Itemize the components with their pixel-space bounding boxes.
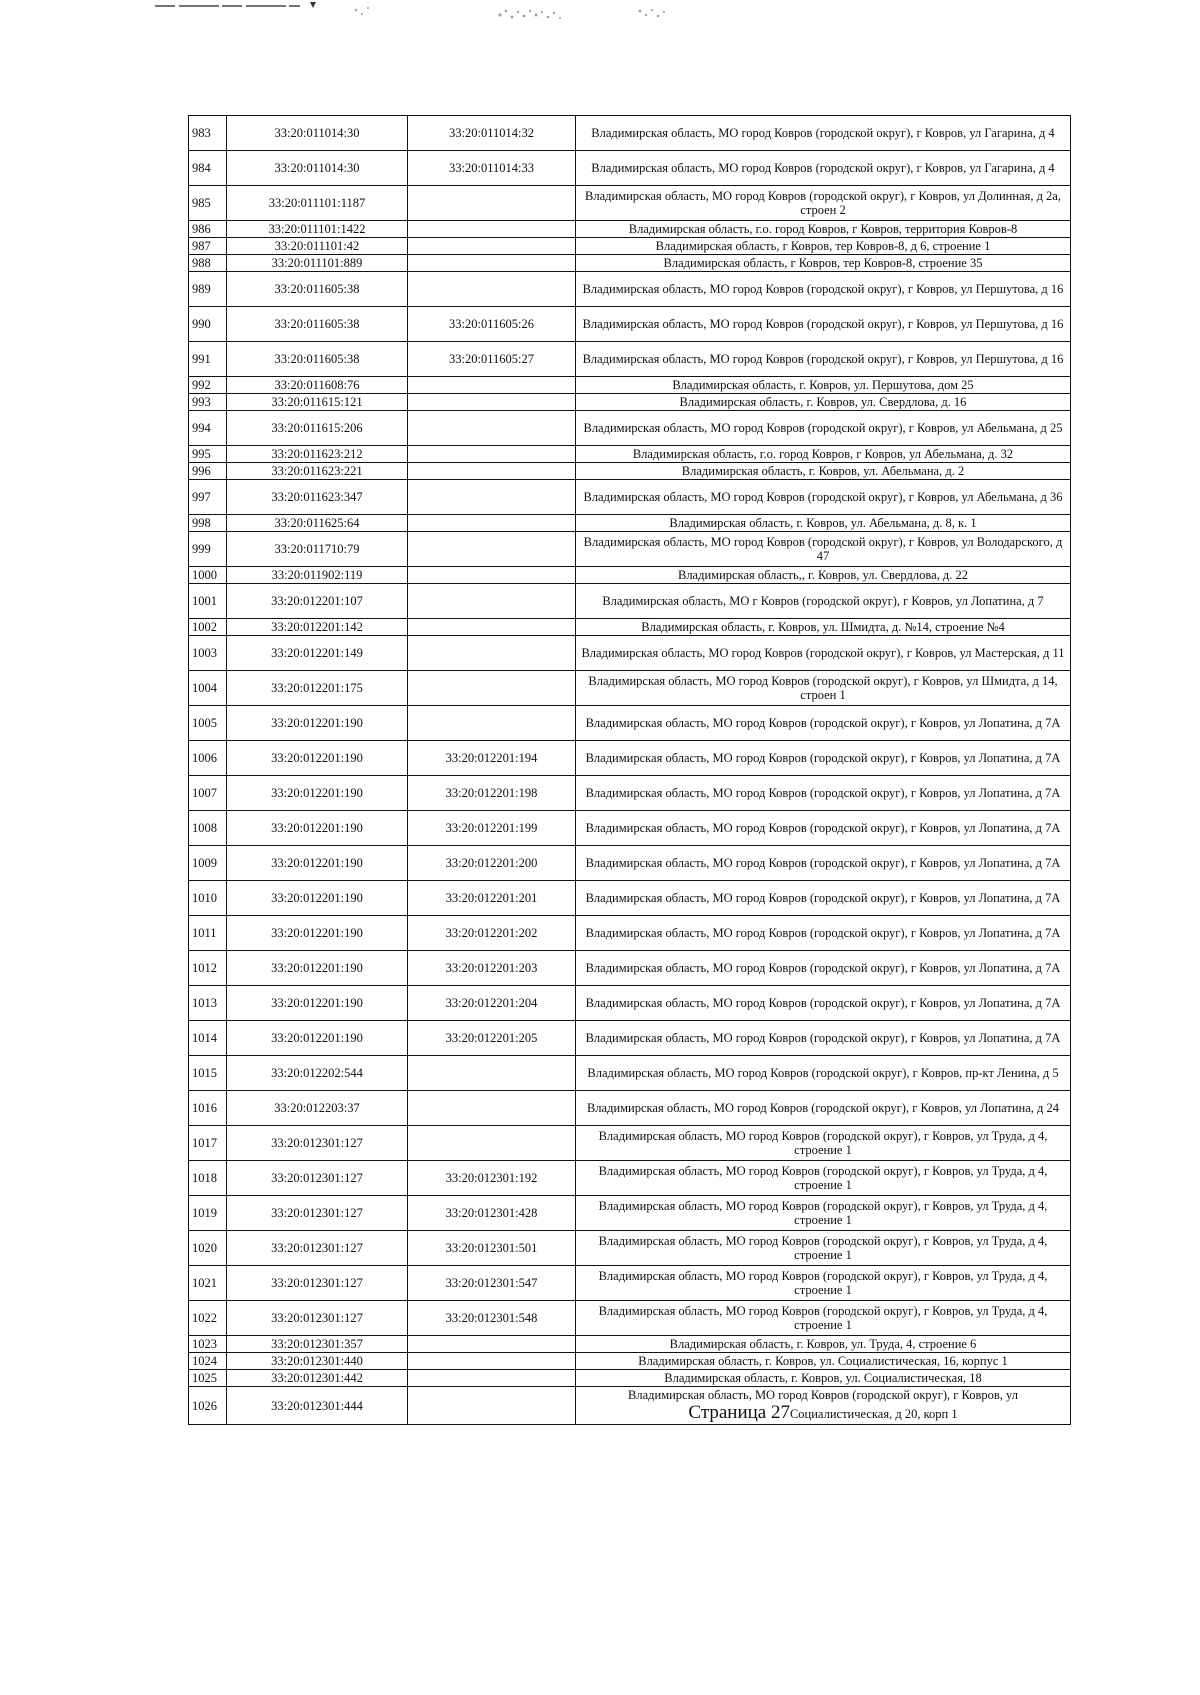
row-number: 1005 bbox=[189, 706, 227, 741]
related-cadastral-number: 33:20:012201:199 bbox=[408, 811, 576, 846]
related-cadastral-number bbox=[408, 636, 576, 671]
table-row bbox=[189, 811, 1071, 846]
row-number: 995 bbox=[189, 446, 227, 463]
row-number: 993 bbox=[189, 394, 227, 411]
related-cadastral-number: 33:20:011014:32 bbox=[408, 116, 576, 151]
address-cell: Владимирская область, МО город Ковров (городской округ), г Ковров, ул Першутова, д 16 bbox=[576, 307, 1071, 342]
row-number: 1013 bbox=[189, 986, 227, 1021]
related-cadastral-number bbox=[408, 567, 576, 584]
cadastral-number: 33:20:011101:1422 bbox=[227, 221, 408, 238]
address-line: Владимирская область, МО город Ковров (городской округ), г Ковров, ул bbox=[628, 1388, 1018, 1402]
row-number: 996 bbox=[189, 463, 227, 480]
cadastral-number: 33:20:012203:37 bbox=[227, 1091, 408, 1126]
cadastral-number: 33:20:012201:190 bbox=[227, 951, 408, 986]
cadastral-number: 33:20:012201:190 bbox=[227, 986, 408, 1021]
cadastral-number: 33:20:012202:544 bbox=[227, 1056, 408, 1091]
cadastral-number: 33:20:012301:127 bbox=[227, 1126, 408, 1161]
related-cadastral-number: 33:20:012301:192 bbox=[408, 1161, 576, 1196]
row-number: 1021 bbox=[189, 1266, 227, 1301]
table-row bbox=[189, 463, 1071, 480]
related-cadastral-number bbox=[408, 463, 576, 480]
cadastral-number: 33:20:012201:107 bbox=[227, 584, 408, 619]
table-row bbox=[189, 916, 1071, 951]
address-cell: Владимирская область, МО город Ковров (городской округ), г Ковров, ул Труда, д 4, строение 1 bbox=[576, 1161, 1071, 1196]
row-number: 989 bbox=[189, 272, 227, 307]
registry-table-container bbox=[188, 115, 1070, 1425]
address-cell: Владимирская область, МО город Ковров (городской округ), г Ковров, ул Першутова, д 16 bbox=[576, 272, 1071, 307]
table-row bbox=[189, 671, 1071, 706]
row-number: 991 bbox=[189, 342, 227, 377]
row-number: 1016 bbox=[189, 1091, 227, 1126]
row-number: 1020 bbox=[189, 1231, 227, 1266]
table-row bbox=[189, 515, 1071, 532]
row-number: 1010 bbox=[189, 881, 227, 916]
table-row bbox=[189, 1231, 1071, 1266]
related-cadastral-number bbox=[408, 1387, 576, 1425]
cadastral-number: 33:20:012301:127 bbox=[227, 1231, 408, 1266]
related-cadastral-number: 33:20:012301:547 bbox=[408, 1266, 576, 1301]
related-cadastral-number bbox=[408, 619, 576, 636]
table-row bbox=[189, 776, 1071, 811]
row-number: 1023 bbox=[189, 1336, 227, 1353]
related-cadastral-number bbox=[408, 238, 576, 255]
address-cell: Владимирская область, г.о. город Ковров, г Ковров, территория Ковров-8 bbox=[576, 221, 1071, 238]
address-cell: Владимирская область, г. Ковров, ул. Социалистическая, 16, корпус 1 bbox=[576, 1353, 1071, 1370]
related-cadastral-number: 33:20:012201:198 bbox=[408, 776, 576, 811]
table-row bbox=[189, 1336, 1071, 1353]
table-row bbox=[189, 1161, 1071, 1196]
related-cadastral-number bbox=[408, 255, 576, 272]
row-number: 1025 bbox=[189, 1370, 227, 1387]
table-row bbox=[189, 567, 1071, 584]
related-cadastral-number bbox=[408, 272, 576, 307]
cadastral-number: 33:20:012301:442 bbox=[227, 1370, 408, 1387]
address-cell: Владимирская область, МО город Ковров (городской округ), г Ковров, ул Абельмана, д 25 bbox=[576, 411, 1071, 446]
table-row bbox=[189, 619, 1071, 636]
row-number: 1024 bbox=[189, 1353, 227, 1370]
row-number: 1014 bbox=[189, 1021, 227, 1056]
related-cadastral-number: 33:20:011014:33 bbox=[408, 151, 576, 186]
address-cell: Владимирская область, г Ковров, тер Ковров-8, д 6, строение 1 bbox=[576, 238, 1071, 255]
related-cadastral-number bbox=[408, 1056, 576, 1091]
cadastral-number: 33:20:011615:121 bbox=[227, 394, 408, 411]
related-cadastral-number bbox=[408, 1370, 576, 1387]
related-cadastral-number bbox=[408, 1126, 576, 1161]
address-cell: Владимирская область, МО город Ковров (городской округ), г Ковров, ул Лопатина, д 7А bbox=[576, 706, 1071, 741]
row-number: 1011 bbox=[189, 916, 227, 951]
address-cell: Владимирская область, МО город Ковров (городской округ), г Ковров, ул Лопатина, д 7А bbox=[576, 916, 1071, 951]
address-cell: Владимирская область, МО город Ковров (городской округ), г Ковров, ул Лопатина, д 7А bbox=[576, 1021, 1071, 1056]
cadastral-registry-table bbox=[188, 115, 1071, 1425]
page-number-label: Страница 27 bbox=[688, 1402, 790, 1423]
table-row bbox=[189, 1091, 1071, 1126]
address-cell: Владимирская область, г. Ковров, ул. Шмидта, д. №14, строение №4 bbox=[576, 619, 1071, 636]
table-row bbox=[189, 1370, 1071, 1387]
table-row bbox=[189, 636, 1071, 671]
row-number: 984 bbox=[189, 151, 227, 186]
address-cell: Владимирская область, МО город Ковров (городской округ), г Ковров, ул Лопатина, д 7А bbox=[576, 951, 1071, 986]
table-row bbox=[189, 480, 1071, 515]
table-row bbox=[189, 1056, 1071, 1091]
address-cell: Владимирская область, МО город Ковров (городской округ), г Ковров, ул Лопатина, д 7А bbox=[576, 881, 1071, 916]
cadastral-number: 33:20:012201:190 bbox=[227, 706, 408, 741]
address-cell: Владимирская область, МО г Ковров (городской округ), г Ковров, ул Лопатина, д 7 bbox=[576, 584, 1071, 619]
related-cadastral-number: 33:20:012301:501 bbox=[408, 1231, 576, 1266]
table-row bbox=[189, 272, 1071, 307]
related-cadastral-number bbox=[408, 1353, 576, 1370]
address-cell: Владимирская область,, г. Ковров, ул. Свердлова, д. 22 bbox=[576, 567, 1071, 584]
related-cadastral-number: 33:20:012201:201 bbox=[408, 881, 576, 916]
related-cadastral-number: 33:20:012201:200 bbox=[408, 846, 576, 881]
table-row bbox=[189, 394, 1071, 411]
row-number: 1022 bbox=[189, 1301, 227, 1336]
address-cell: Владимирская область, г.о. город Ковров, г Ковров, ул Абельмана, д. 32 bbox=[576, 446, 1071, 463]
address-cell: Владимирская область, г. Ковров, ул. Социалистическая, 18 bbox=[576, 1370, 1071, 1387]
address-cell: Владимирская область, МО город Ковров (городской округ), г Ковров, ул Абельмана, д 36 bbox=[576, 480, 1071, 515]
table-row bbox=[189, 255, 1071, 272]
row-number: 999 bbox=[189, 532, 227, 567]
cadastral-number: 33:20:011605:38 bbox=[227, 342, 408, 377]
address-line-with-page-label bbox=[579, 1402, 1067, 1423]
row-number: 1009 bbox=[189, 846, 227, 881]
address-cell: Владимирская область, МО город Ковров (городской округ), г Ковров, ул Лопатина, д 7А bbox=[576, 986, 1071, 1021]
related-cadastral-number bbox=[408, 411, 576, 446]
address-cell: Владимирская область, МО город Ковров (городской округ), г Ковров, ул Труда, д 4, строение 1 bbox=[576, 1231, 1071, 1266]
table-row bbox=[189, 342, 1071, 377]
address-cell: Владимирская область, МО город Ковров (городской округ), г Ковров, ул Першутова, д 16 bbox=[576, 342, 1071, 377]
related-cadastral-number bbox=[408, 706, 576, 741]
cadastral-number: 33:20:011902:119 bbox=[227, 567, 408, 584]
cadastral-number: 33:20:011623:347 bbox=[227, 480, 408, 515]
cadastral-number: 33:20:012301:127 bbox=[227, 1161, 408, 1196]
row-number: 987 bbox=[189, 238, 227, 255]
cadastral-number: 33:20:012201:142 bbox=[227, 619, 408, 636]
address-cell: Владимирская область, г. Ковров, ул. Свердлова, д. 16 bbox=[576, 394, 1071, 411]
cadastral-number: 33:20:012201:190 bbox=[227, 776, 408, 811]
row-number: 1012 bbox=[189, 951, 227, 986]
row-number: 1019 bbox=[189, 1196, 227, 1231]
cadastral-number: 33:20:011623:212 bbox=[227, 446, 408, 463]
cadastral-number: 33:20:011014:30 bbox=[227, 151, 408, 186]
address-cell: Владимирская область, МО город Ковров (городской округ), г Ковров, пр-кт Ленина, д 5 bbox=[576, 1056, 1071, 1091]
table-row bbox=[189, 1126, 1071, 1161]
row-number: 1026 bbox=[189, 1387, 227, 1425]
table-row bbox=[189, 151, 1071, 186]
address-cell: Владимирская область, г. Ковров, ул. Труда, 4, строение 6 bbox=[576, 1336, 1071, 1353]
address-cell bbox=[576, 1387, 1071, 1425]
address-cell: Владимирская область, МО город Ковров (городской округ), г Ковров, ул Лопатина, д 7А bbox=[576, 846, 1071, 881]
cadastral-number: 33:20:012301:444 bbox=[227, 1387, 408, 1425]
row-number: 1018 bbox=[189, 1161, 227, 1196]
cadastral-number: 33:20:011101:1187 bbox=[227, 186, 408, 221]
table-row bbox=[189, 741, 1071, 776]
table-row bbox=[189, 584, 1071, 619]
cadastral-number: 33:20:011605:38 bbox=[227, 272, 408, 307]
cadastral-number: 33:20:012301:440 bbox=[227, 1353, 408, 1370]
row-number: 998 bbox=[189, 515, 227, 532]
address-cell: Владимирская область, МО город Ковров (городской округ), г Ковров, ул Лопатина, д 7А bbox=[576, 741, 1071, 776]
cadastral-number: 33:20:011615:206 bbox=[227, 411, 408, 446]
related-cadastral-number: 33:20:012301:548 bbox=[408, 1301, 576, 1336]
cadastral-number: 33:20:012201:190 bbox=[227, 1021, 408, 1056]
table-row bbox=[189, 116, 1071, 151]
cadastral-number: 33:20:012201:190 bbox=[227, 846, 408, 881]
cadastral-number: 33:20:012301:127 bbox=[227, 1196, 408, 1231]
address-cell: Владимирская область, МО город Ковров (городской округ), г Ковров, ул Лопатина, д 24 bbox=[576, 1091, 1071, 1126]
address-cell: Владимирская область, МО город Ковров (городской округ), г Ковров, ул Долинная, д 2а, строен 2 bbox=[576, 186, 1071, 221]
related-cadastral-number: 33:20:011605:26 bbox=[408, 307, 576, 342]
cadastral-number: 33:20:012201:149 bbox=[227, 636, 408, 671]
scan-header-artifacts bbox=[0, 0, 1200, 40]
cadastral-number: 33:20:011623:221 bbox=[227, 463, 408, 480]
row-number: 1008 bbox=[189, 811, 227, 846]
related-cadastral-number: 33:20:012201:204 bbox=[408, 986, 576, 1021]
row-number: 1015 bbox=[189, 1056, 227, 1091]
related-cadastral-number: 33:20:012201:205 bbox=[408, 1021, 576, 1056]
related-cadastral-number bbox=[408, 480, 576, 515]
cadastral-number: 33:20:012301:357 bbox=[227, 1336, 408, 1353]
address-cell: Владимирская область, МО город Ковров (городской округ), г Ковров, ул Труда, д 4, строение 1 bbox=[576, 1266, 1071, 1301]
address-cell: Владимирская область, МО город Ковров (городской округ), г Ковров, ул Лопатина, д 7А bbox=[576, 776, 1071, 811]
row-number: 1000 bbox=[189, 567, 227, 584]
row-number: 985 bbox=[189, 186, 227, 221]
cadastral-number: 33:20:012301:127 bbox=[227, 1301, 408, 1336]
row-number: 1004 bbox=[189, 671, 227, 706]
table-row bbox=[189, 1196, 1071, 1231]
cadastral-number: 33:20:011710:79 bbox=[227, 532, 408, 567]
row-number: 986 bbox=[189, 221, 227, 238]
related-cadastral-number: 33:20:012201:202 bbox=[408, 916, 576, 951]
table-row bbox=[189, 307, 1071, 342]
related-cadastral-number: 33:20:012201:203 bbox=[408, 951, 576, 986]
address-cell: Владимирская область, МО город Ковров (городской округ), г Ковров, ул Труда, д 4, строение 1 bbox=[576, 1301, 1071, 1336]
address-cell: Владимирская область, МО город Ковров (городской округ), г Ковров, ул Гагарина, д 4 bbox=[576, 116, 1071, 151]
table-row bbox=[189, 951, 1071, 986]
related-cadastral-number: 33:20:011605:27 bbox=[408, 342, 576, 377]
table-row bbox=[189, 881, 1071, 916]
table-row bbox=[189, 1387, 1071, 1425]
address-cell: Владимирская область, МО город Ковров (городской округ), г Ковров, ул Лопатина, д 7А bbox=[576, 811, 1071, 846]
cadastral-number: 33:20:012201:190 bbox=[227, 881, 408, 916]
row-number: 1007 bbox=[189, 776, 227, 811]
row-number: 990 bbox=[189, 307, 227, 342]
row-number: 997 bbox=[189, 480, 227, 515]
row-number: 1017 bbox=[189, 1126, 227, 1161]
table-row bbox=[189, 238, 1071, 255]
row-number: 1001 bbox=[189, 584, 227, 619]
row-number: 994 bbox=[189, 411, 227, 446]
table-row bbox=[189, 377, 1071, 394]
table-row bbox=[189, 1266, 1071, 1301]
registry-table-body bbox=[189, 116, 1071, 1387]
cadastral-number: 33:20:011605:38 bbox=[227, 307, 408, 342]
table-row bbox=[189, 532, 1071, 567]
related-cadastral-number bbox=[408, 671, 576, 706]
address-cell: Владимирская область, г Ковров, тер Ковров-8, строение 35 bbox=[576, 255, 1071, 272]
cadastral-number: 33:20:011625:64 bbox=[227, 515, 408, 532]
cadastral-number: 33:20:011101:889 bbox=[227, 255, 408, 272]
cadastral-number: 33:20:012301:127 bbox=[227, 1266, 408, 1301]
related-cadastral-number bbox=[408, 515, 576, 532]
related-cadastral-number bbox=[408, 394, 576, 411]
address-cell: Владимирская область, МО город Ковров (городской округ), г Ковров, ул Труда, д 4, строение 1 bbox=[576, 1196, 1071, 1231]
table-row bbox=[189, 1353, 1071, 1370]
related-cadastral-number bbox=[408, 446, 576, 463]
row-number: 988 bbox=[189, 255, 227, 272]
related-cadastral-number: 33:20:012201:194 bbox=[408, 741, 576, 776]
row-number: 1003 bbox=[189, 636, 227, 671]
row-number: 992 bbox=[189, 377, 227, 394]
related-cadastral-number bbox=[408, 532, 576, 567]
cadastral-number: 33:20:011014:30 bbox=[227, 116, 408, 151]
address-cell: Владимирская область, МО город Ковров (городской округ), г Ковров, ул Володарского, д 47 bbox=[576, 532, 1071, 567]
related-cadastral-number bbox=[408, 584, 576, 619]
row-number: 1002 bbox=[189, 619, 227, 636]
cadastral-number: 33:20:012201:190 bbox=[227, 916, 408, 951]
address-cell: Владимирская область, МО город Ковров (городской округ), г Ковров, ул Шмидта, д 14, строен 1 bbox=[576, 671, 1071, 706]
table-row bbox=[189, 1021, 1071, 1056]
table-row bbox=[189, 986, 1071, 1021]
address-cell: Владимирская область, г. Ковров, ул. Абельмана, д. 8, к. 1 bbox=[576, 515, 1071, 532]
table-row bbox=[189, 846, 1071, 881]
cadastral-number: 33:20:011101:42 bbox=[227, 238, 408, 255]
registry-table-last-row-group bbox=[189, 1387, 1071, 1425]
cadastral-number: 33:20:011608:76 bbox=[227, 377, 408, 394]
table-row bbox=[189, 411, 1071, 446]
table-row bbox=[189, 186, 1071, 221]
table-row bbox=[189, 1301, 1071, 1336]
row-number: 1006 bbox=[189, 741, 227, 776]
address-cell: Владимирская область, МО город Ковров (городской округ), г Ковров, ул Труда, д 4, строение 1 bbox=[576, 1126, 1071, 1161]
address-cell: Владимирская область, МО город Ковров (городской округ), г Ковров, ул Гагарина, д 4 bbox=[576, 151, 1071, 186]
related-cadastral-number: 33:20:012301:428 bbox=[408, 1196, 576, 1231]
related-cadastral-number bbox=[408, 1336, 576, 1353]
related-cadastral-number bbox=[408, 1091, 576, 1126]
related-cadastral-number bbox=[408, 221, 576, 238]
cadastral-number: 33:20:012201:190 bbox=[227, 811, 408, 846]
address-cell: Владимирская область, МО город Ковров (городской округ), г Ковров, ул Мастерская, д 11 bbox=[576, 636, 1071, 671]
cadastral-number: 33:20:012201:175 bbox=[227, 671, 408, 706]
cadastral-number: 33:20:012201:190 bbox=[227, 741, 408, 776]
address-cell: Владимирская область, г. Ковров, ул. Абельмана, д. 2 bbox=[576, 463, 1071, 480]
table-row bbox=[189, 446, 1071, 463]
address-cell: Владимирская область, г. Ковров, ул. Першутова, дом 25 bbox=[576, 377, 1071, 394]
table-row bbox=[189, 221, 1071, 238]
table-row bbox=[189, 706, 1071, 741]
row-number: 983 bbox=[189, 116, 227, 151]
address-tail: Социалистическая, д 20, корп 1 bbox=[789, 1407, 958, 1421]
related-cadastral-number bbox=[408, 186, 576, 221]
related-cadastral-number bbox=[408, 377, 576, 394]
